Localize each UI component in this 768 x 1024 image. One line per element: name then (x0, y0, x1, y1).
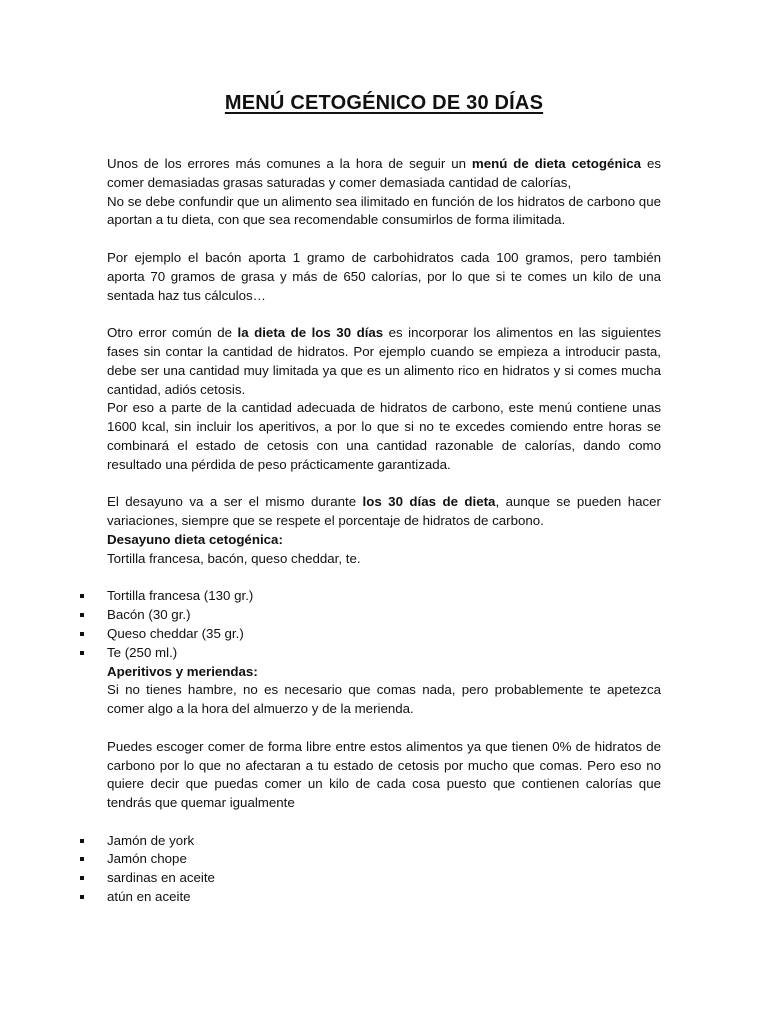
snacks-heading: Aperitivos y meriendas: (107, 663, 258, 679)
example-paragraph: Por ejemplo el bacón aporta 1 gramo de carbohidratos cada 100 gramos, pero también aporta 70 gramos de grasa y más de 650 calorías, por lo que si te comes un kilo de una sentada haz tus cálculos… (107, 249, 661, 303)
kcal-paragraph: Por eso a parte de la cantidad adecuada de hidratos de carbono, este menú contiene unas 1600 kcal, sin incluir los aperitivos, a por lo que si no te excedes comiendo entre horas se combinará el estado de cetosis con una cantidad razonable de calorías, dando como resultado una pérdida de peso prácticamente garantizada. (107, 400, 661, 472)
error-paragraph (107, 324, 661, 399)
error-bold-text: la dieta de los 30 días (237, 325, 384, 341)
breakfast-paragraph (107, 493, 661, 531)
snacks-paragraph: Si no tienes hambre, no es necesario que comas nada, pero probablemente te apetezca comer algo a la hora del almuerzo y de la merienda. (107, 682, 661, 717)
intro-paragraph (107, 155, 661, 193)
list-item: Jamón de york (107, 832, 661, 851)
list-item: atún en aceite (107, 888, 661, 907)
error-text: Otro error común de (107, 325, 238, 341)
intro-text-end: es comer demasiadas grasas saturadas y comer demasiada cantidad de calorías, (107, 156, 661, 190)
list-item: Jamón chope (107, 850, 661, 869)
breakfast-text-end: , aunque se pueden hacer variaciones, siempre que se respete el porcentaje de hidratos de carbono. (107, 494, 661, 529)
list-item: Tortilla francesa (130 gr.) (107, 587, 661, 606)
snacks-paragraph-2: Puedes escoger comer de forma libre entre estos alimentos ya que tienen 0% de hidratos de carbono por lo que no afectaran a tu estado de cetosis por mucho que comas. Pero eso no quiere decir que puedas comer un kilo de cada cosa puesto que contienen calorías que tendrás que quemar igualmente (107, 738, 661, 811)
breakfast-heading: Desayuno dieta cetogénica: (107, 531, 283, 547)
intro-text: Unos de los errores más comunes a la hora de seguir un (107, 156, 472, 171)
list-item: sardinas en aceite (107, 869, 661, 888)
intro-bold-text: menú de dieta cetogénica (471, 156, 642, 171)
list-item: Queso cheddar (35 gr.) (107, 625, 661, 644)
list-item: Te (250 ml.) (107, 644, 661, 663)
breakfast-text: El desayuno va a ser el mismo durante (107, 494, 363, 510)
snacks-list (107, 832, 661, 907)
document-title: MENÚ CETOGÉNICO DE 30 DÍAS (224, 92, 544, 114)
breakfast-summary: Tortilla francesa, bacón, queso cheddar, te. (107, 550, 361, 566)
intro-paragraph-2: No se debe confundir que un alimento sea ilimitado en función de los hidratos de carbono que aportan a tu dieta, con que sea recomendable consumirlos de forma ilimitada. (107, 193, 661, 228)
breakfast-bold-text: los 30 días de dieta (362, 494, 496, 510)
breakfast-list (107, 587, 661, 662)
list-item: Bacón (30 gr.) (107, 606, 661, 625)
error-text-end: es incorporar los alimentos en las siguientes fases sin contar la cantidad de hidratos. Por ejemplo cuando se empieza a introducir pasta, debe ser una cantidad muy limitada ya que es un alimento rico en hidratos y si comes mucha cantidad, adiós cetosis. (107, 325, 661, 397)
